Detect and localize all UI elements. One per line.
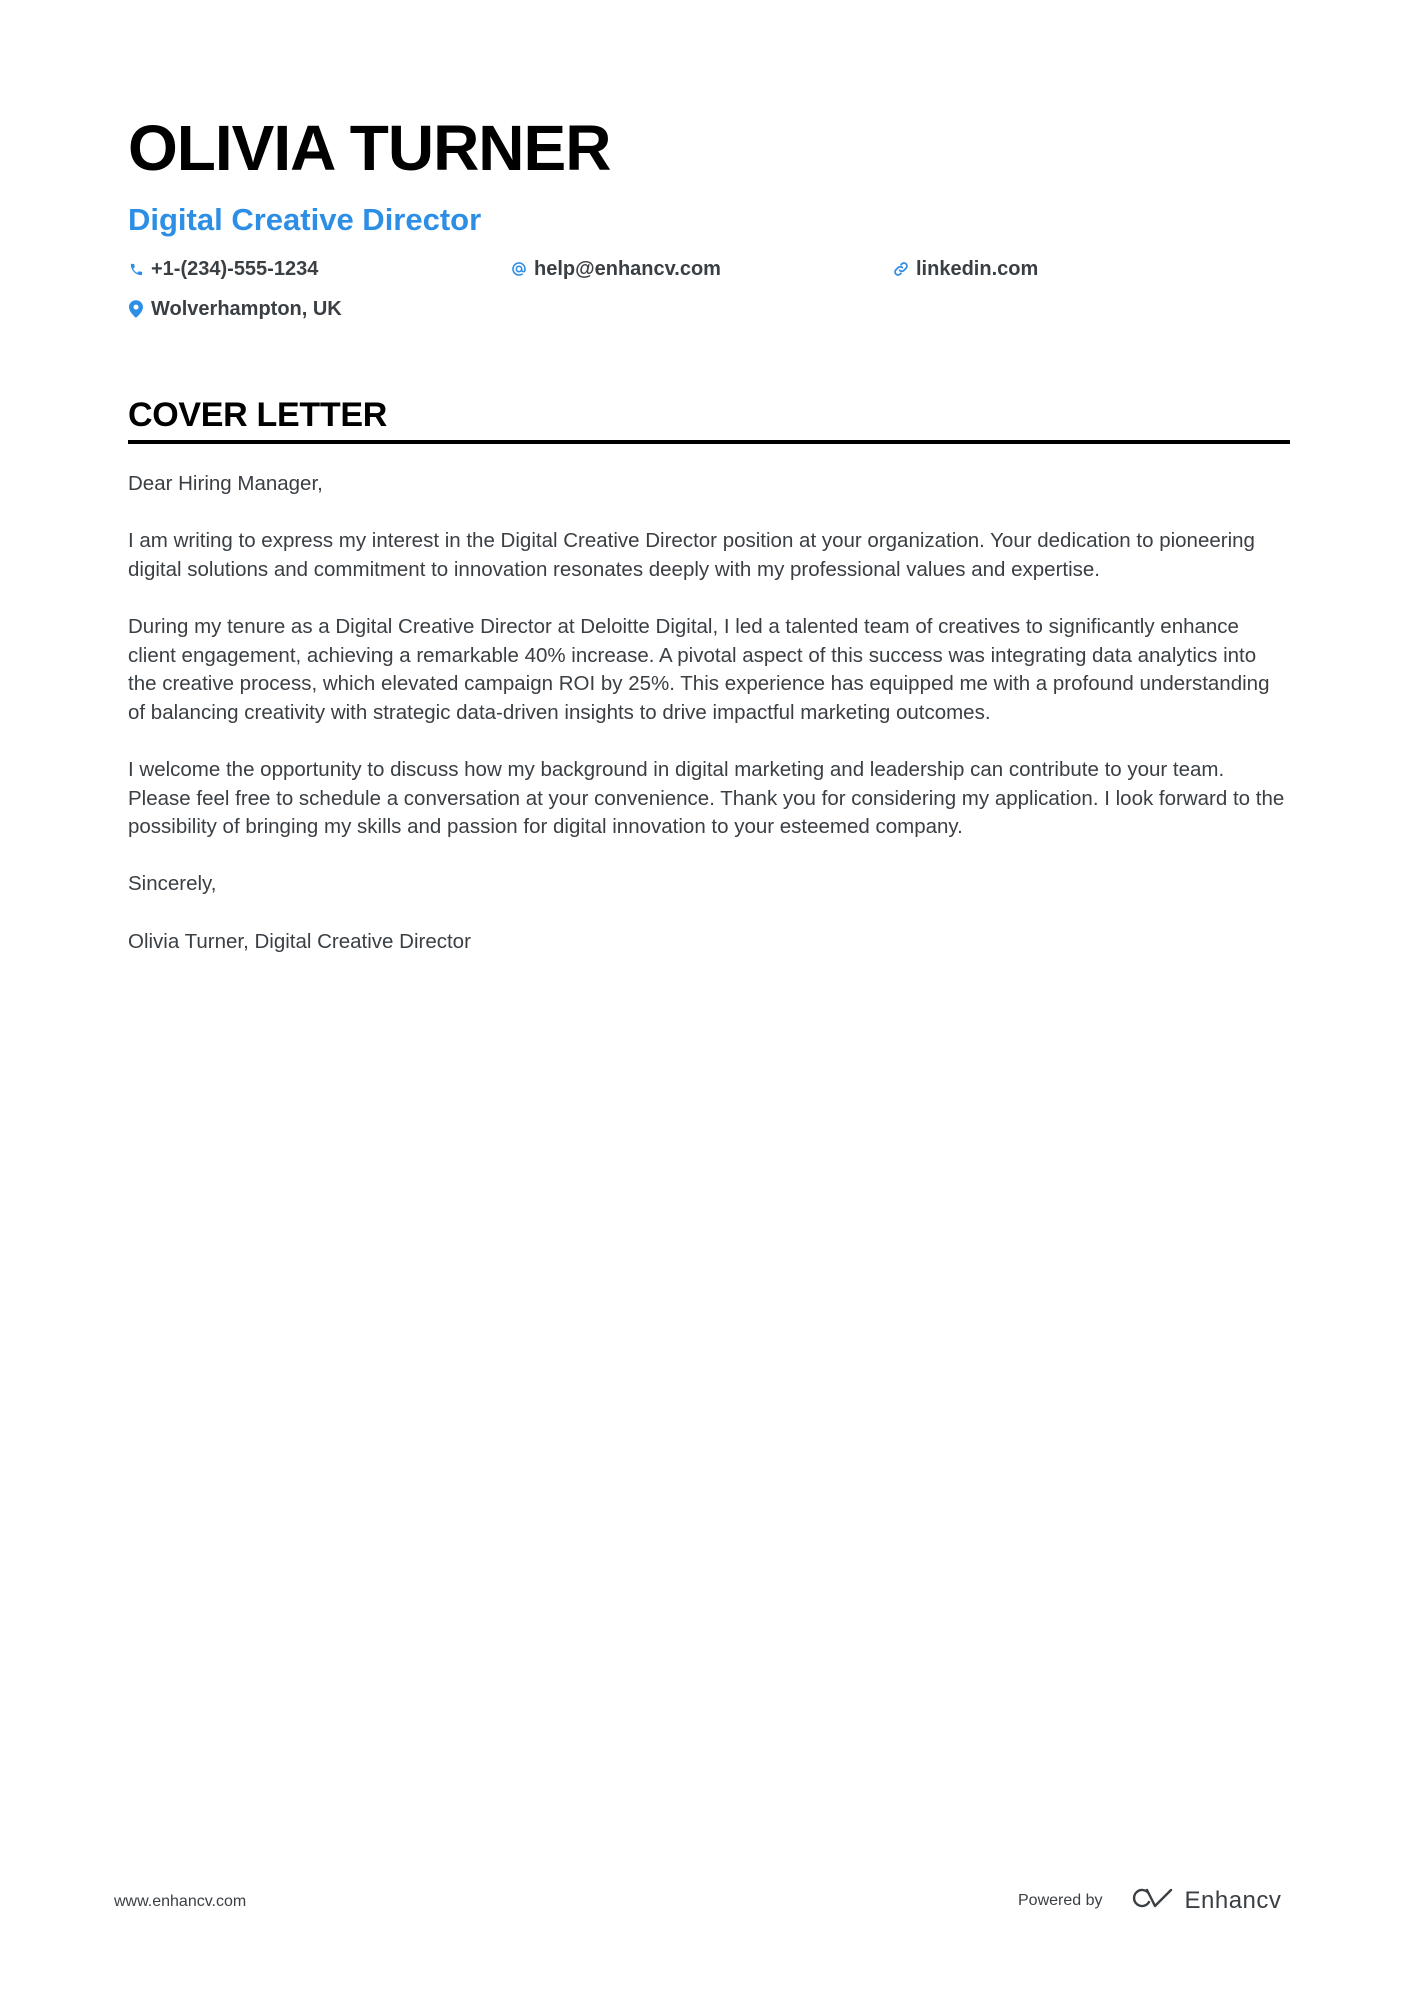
at-icon — [511, 260, 527, 278]
letter-paragraph: I welcome the opportunity to discuss how my background in digital marketing and leadership can contribute to your team. Please feel free to schedule a conversation at your convenience. Thank you for considering my application. I look forward to the possibility of bringing my skills and passion for digital innovation to your esteemed company. — [128, 757, 1285, 839]
location-text: Wolverhampton, UK — [151, 297, 342, 320]
contact-email[interactable] — [511, 254, 721, 284]
cover-letter-section — [128, 392, 1290, 985]
location-pin-icon — [128, 300, 144, 318]
letter-closing: Sincerely, — [128, 872, 217, 896]
header — [128, 108, 1290, 334]
phone-icon — [128, 260, 144, 278]
candidate-name: OLIVIA TURNER — [128, 112, 611, 184]
letter-greeting: Dear Hiring Manager, — [128, 472, 323, 495]
contact-linkedin[interactable] — [893, 254, 1038, 284]
contact-location — [128, 294, 342, 324]
section-divider — [128, 440, 1290, 444]
brand — [1129, 1886, 1282, 1915]
brand-name: Enhancv — [1184, 1886, 1282, 1914]
letter-paragraph: During my tenure as a Digital Creative Director at Deloitte Digital, I led a talented team of creatives to significantly enhance client engagement, achieving a remarkable 40% increase. A pivotal aspect of this success was integrating data analytics into the creative process, which elevated campaign ROI by 25%. This experience has equipped me with a profound understanding of balancing creativity with strategic data-driven insights to drive impactful marketing outcomes. — [128, 614, 1270, 724]
link-icon — [893, 260, 909, 278]
job-title: Digital Creative Director — [128, 202, 482, 237]
letter-body — [128, 470, 1290, 956]
enhancv-logo-icon — [1129, 1886, 1175, 1915]
contact-info — [128, 254, 1290, 334]
phone-text: +1-(234)-555-1234 — [151, 257, 319, 280]
footer-website[interactable]: www.enhancv.com — [114, 1893, 247, 1910]
powered-by-label: Powered by — [1018, 1891, 1103, 1909]
letter-signature: Olivia Turner, Digital Creative Director — [128, 929, 471, 953]
footer-branding[interactable] — [1018, 1886, 1281, 1915]
email-text: help@enhancv.com — [534, 257, 721, 280]
section-title: COVER LETTER — [128, 396, 387, 434]
contact-phone[interactable] — [128, 254, 318, 284]
linkedin-text: linkedin.com — [916, 257, 1039, 280]
letter-paragraph: I am writing to express my interest in the Digital Creative Director position at your organization. Your dedication to pioneering digital solutions and commitment to innovation resonates deeply with my professional values and expertise. — [128, 529, 1255, 581]
